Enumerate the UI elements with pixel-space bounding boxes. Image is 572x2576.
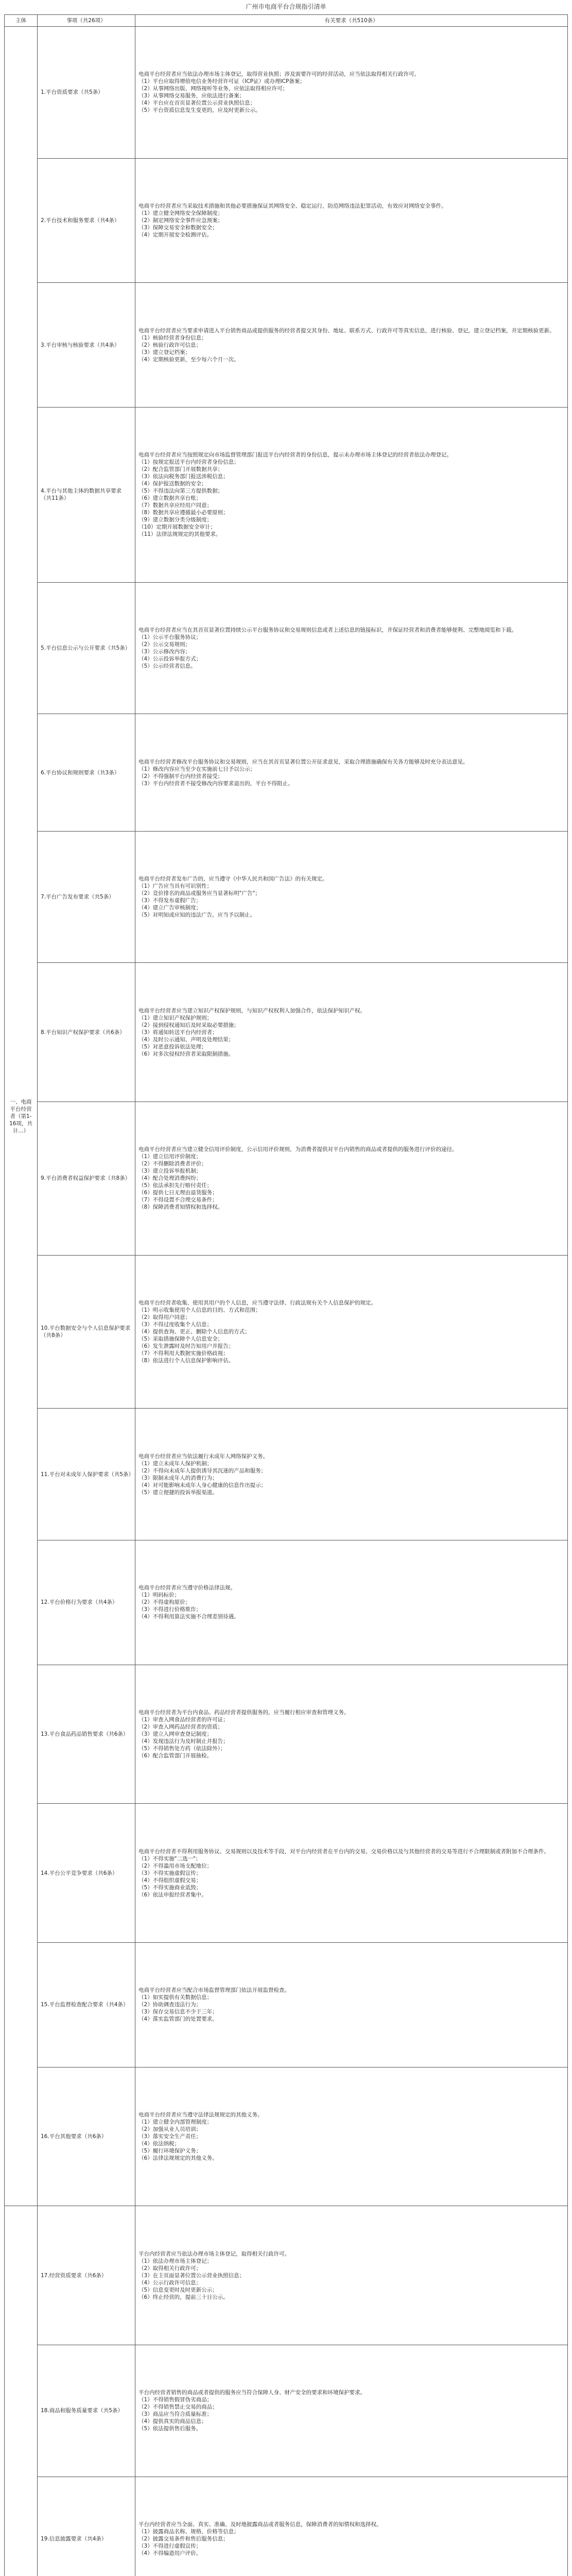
content-cell: 电商平台经营者不得利用服务协议、交易规则以及技术等手段，对平台内经营者在平台内的交易、交易价格以及与其他经营者的交易等进行不合理限制或者附加不合理条件。 （1）不得实施"二选一"； （2）不得滥用市场支配地位； （3）不得实施虚假宣传； （4）不得组织虚假交易； （5）不得实施商业诋毁； （6）依法申报经营者集中。	[135, 1804, 568, 1943]
content-cell: 电商平台经营者应当在其首页显著位置持续公示平台服务协议和交易规则信息或者上述信息的链接标识，并保证经营者和消费者能够便利、完整地阅览和下载。 （1）公示平台服务协议； （2）公示交易规则； （3）公示修改内容； （4）公示投诉举报方式； （5）公示经营者信息。	[135, 582, 568, 714]
content-cell: 电商平台经营者应当遵守价格法律法规。 （1）明码标价； （2）不得虚构原价； （3）不得进行价格欺诈； （4）不得利用算法实施不合理差别待遇。	[135, 1540, 568, 1665]
item-cell: 11.平台对未成年人保护要求（共5条）	[38, 1409, 135, 1540]
table-row	[5, 1255, 568, 1409]
table-row	[5, 2477, 568, 2576]
item-cell: 18.商品和服务质量要求（共5条）	[38, 2345, 135, 2477]
table-row	[5, 1804, 568, 1943]
content-cell: 电商平台经营者应当依法办理市场主体登记，取得营业执照；涉及需要许可的经营活动，应当依法取得相关行政许可。 （1）平台应取得增值电信业务经营许可证（ICP证）或办理ICP备案； （2）从事网络出版、网络视听等业务，应依法取得相应许可； （3）从事网络交易服务，应依法进行备案； （4）平台应在首页显著位置公示营业执照信息； （5）平台资质信息发生变更的，应及时更新公示。	[135, 27, 568, 159]
table-row	[5, 1540, 568, 1665]
content-cell: 电商平台经营者应当建立健全信用评价制度，公示信用评价规则，为消费者提供对平台内销售的商品或者提供的服务进行评价的途径。 （1）建立信用评价制度； （2）不得删除消费者评价； （3）建立投诉举报机制； （4）配合处理消费纠纷； （5）依法承担先行赔付责任； （6）提供七日无理由退货服务； （7）不得设置不合理交易条件； （8）保障消费者知情权和选择权。	[135, 1102, 568, 1256]
item-cell: 14.平台公平竞争要求（共6条）	[38, 1804, 135, 1943]
content-cell: 电商平台经营者应当采取技术措施和其他必要措施保证其网络安全、稳定运行，防范网络违法犯罪活动，有效应对网络安全事件。 （1）建立健全网络安全保障制度； （2）制定网络安全事件应急预案； （3）保障交易安全和数据安全； （4）定期开展安全检测评估。	[135, 158, 568, 283]
item-cell: 19.信息披露要求（共4条）	[38, 2477, 135, 2576]
item-cell: 3.平台审核与核验要求（共4条）	[38, 283, 135, 408]
item-cell: 10.平台数据安全与个人信息保护要求（共8条）	[38, 1255, 135, 1409]
item-cell: 4.平台与其他主体的数据共享要求（共11条）	[38, 407, 135, 582]
table-row	[5, 1409, 568, 1540]
content-cell: 电商平台经营者发布广告的，应当遵守《中华人民共和国广告法》的有关规定。 （1）广告应当具有可识别性； （2）竞价排名的商品或服务应当显著标明"广告"； （3）不得发布虚假广告； （4）建立广告审核制度； （5）对明知或应知的违法广告，应当予以制止。	[135, 831, 568, 963]
header-subject: 主体	[5, 15, 38, 27]
content-cell: 电商平台经营者应当依法履行未成年人网络保护义务。 （1）建立未成年人保护机制； （2）不得向未成年人提供诱导其沉迷的产品和服务； （3）限制未成年人的消费行为； （4）对可能影响未成年人身心健康的信息作出提示； （5）建立便捷的投诉举报渠道。	[135, 1409, 568, 1540]
table-row	[5, 1102, 568, 1256]
content-cell: 电商平台经营者收集、使用其用户的个人信息，应当遵守法律、行政法规有关个人信息保护的规定。 （1）明示收集使用个人信息的目的、方式和范围； （2）取得用户同意； （3）不得过度收集个人信息； （4）提供查询、更正、删除个人信息的方式； （5）采取措施保障个人信息安全； （6）发生泄露时及时告知用户并报告； （7）不得利用大数据实施价格歧视； （8）依法进行个人信息保护影响评估。	[135, 1255, 568, 1409]
item-cell: 2.平台技术和服务要求（共4条）	[38, 158, 135, 283]
content-cell: 电商平台经营者修改平台服务协议和交易规则，应当在其首页显著位置公开征求意见，采取合理措施确保有关各方能够及时充分表达意见。 （1）修改内容应当至少在实施前七日予以公示； （2）不得强制平台内经营者接受； （3）平台内经营者不接受修改内容要求退出的，平台不得阻止。	[135, 714, 568, 832]
table-row	[5, 27, 568, 159]
table-header-row	[5, 15, 568, 27]
content-cell: 平台内经营者销售的商品或者提供的服务应当符合保障人身、财产安全的要求和环境保护要求。 （1）不得销售假冒伪劣商品； （2）不得销售禁止交易的商品； （3）商品应当符合质量标准； （4）提供真实的商品信息； （5）依法提供售后服务。	[135, 2345, 568, 2477]
subject-cell	[5, 2206, 38, 2576]
item-cell: 15.平台监督检查配合要求（共4条）	[38, 1942, 135, 2067]
item-cell: 9.平台消费者权益保护要求（共8条）	[38, 1102, 135, 1256]
table-row	[5, 582, 568, 714]
table-row	[5, 2206, 568, 2345]
item-cell: 6.平台协议和规则要求（共3条）	[38, 714, 135, 832]
table-row	[5, 1942, 568, 2067]
header-item: 事项（共26项）	[38, 15, 135, 27]
item-cell: 16.平台其他要求（共6条）	[38, 2067, 135, 2206]
table-row	[5, 283, 568, 408]
item-cell: 1.平台资质要求（共5条）	[38, 27, 135, 159]
page-title: 广州市电商平台合规指引清单	[246, 3, 326, 10]
table-row	[5, 158, 568, 283]
item-cell: 8.平台知识产权保护要求（共6条）	[38, 963, 135, 1102]
content-cell: 电商平台经营者应当按照规定向市场监督管理部门报送平台内经营者的身份信息，提示未办理市场主体登记的经营者依法办理登记。 （1）按规定报送平台内经营者身份信息； （2）配合监管部门开展数据共享； （3）依法向税务部门报送涉税信息； （4）保护报送数据的安全； （5）不得违法向第三方提供数据； （6）建立数据共享台账； （7）数据共享应经用户同意； （8）数据共享应遵循最小必要原则； （9）建立数据分类分级制度； （10）定期开展数据安全审计； （11）法律法规规定的其他要求。	[135, 407, 568, 582]
table-row	[5, 2067, 568, 2206]
table-row	[5, 714, 568, 832]
item-cell: 17.经营资质要求（共6条）	[38, 2206, 135, 2345]
item-cell: 5.平台信息公示与公开要求（共5条）	[38, 582, 135, 714]
table-row	[5, 407, 568, 582]
table-row	[5, 1665, 568, 1804]
item-cell: 7.平台广告发布要求（共5条）	[38, 831, 135, 963]
header-content: 有关要求（共510条）	[135, 15, 568, 27]
content-cell: 电商平台经营者应当要求申请进入平台销售商品或提供服务的经营者提交其身份、地址、联系方式、行政许可等真实信息，进行核验、登记，建立登记档案，并定期核验更新。 （1）核验经营者身份信息； （2）核验行政许可信息； （3）建立登记档案； （4）定期核验更新，至少每六个月一次。	[135, 283, 568, 408]
content-cell: 电商平台经营者为平台内食品、药品经营者提供服务的，应当履行相应审查和管理义务。 （1）审查入网食品经营者的许可证； （2）审查入网药品经营者的资质； （3）建立入网审查登记制度； （4）发现违法行为及时制止并报告； （5）不得销售处方药（依法除外）； （6）配合监管部门开展抽检。	[135, 1665, 568, 1804]
content-cell: 电商平台经营者应当建立知识产权保护规则，与知识产权权利人加强合作，依法保护知识产权。 （1）建立知识产权保护规则； （2）接到侵权通知后及时采取必要措施； （3）将通知转送平台内经营者； （4）及时公示通知、声明及处理结果； （5）对恶意投诉依法处理； （6）对多次侵权经营者采取限制措施。	[135, 963, 568, 1102]
table-row	[5, 831, 568, 963]
item-cell: 13.平台食品药品销售要求（共6条）	[38, 1665, 135, 1804]
subject-cell: 一、电商平台经营者（第1-16项，共计...）	[5, 27, 38, 2206]
content-cell: 平台内经营者应当全面、真实、准确、及时地披露商品或者服务信息，保障消费者的知情权和选择权。 （1）披露商品名称、规格、价格等信息； （2）披露交易条件和售后服务信息； （3）不得进行虚假宣传； （4）不得编造用户评价。	[135, 2477, 568, 2576]
table-row	[5, 963, 568, 1102]
item-cell: 12.平台价格行为要求（共4条）	[38, 1540, 135, 1665]
compliance-table	[4, 14, 568, 2576]
content-cell: 电商平台经营者应当遵守法律法规规定的其他义务。 （1）建立健全内部管理制度； （2）加强从业人员培训； （3）落实安全生产责任； （4）依法纳税； （5）履行环境保护义务； （6）法律法规规定的其他义务。	[135, 2067, 568, 2206]
table-row	[5, 2345, 568, 2477]
content-cell: 电商平台经营者应当配合市场监督管理部门依法开展监督检查。 （1）如实提供有关数据信息； （2）协助调查违法行为； （3）保存交易信息不少于三年； （4）落实监管部门的处置要求。	[135, 1942, 568, 2067]
content-cell: 平台内经营者应当依法办理市场主体登记，取得相关行政许可。 （1）依法办理市场主体登记； （2）取得相关行政许可； （3）在主页面显著位置公示营业执照信息； （4）公示行政许可信息； （5）信息变更时及时更新公示； （6）终止经营的，提前三十日公示。	[135, 2206, 568, 2345]
table-body	[5, 27, 568, 2576]
